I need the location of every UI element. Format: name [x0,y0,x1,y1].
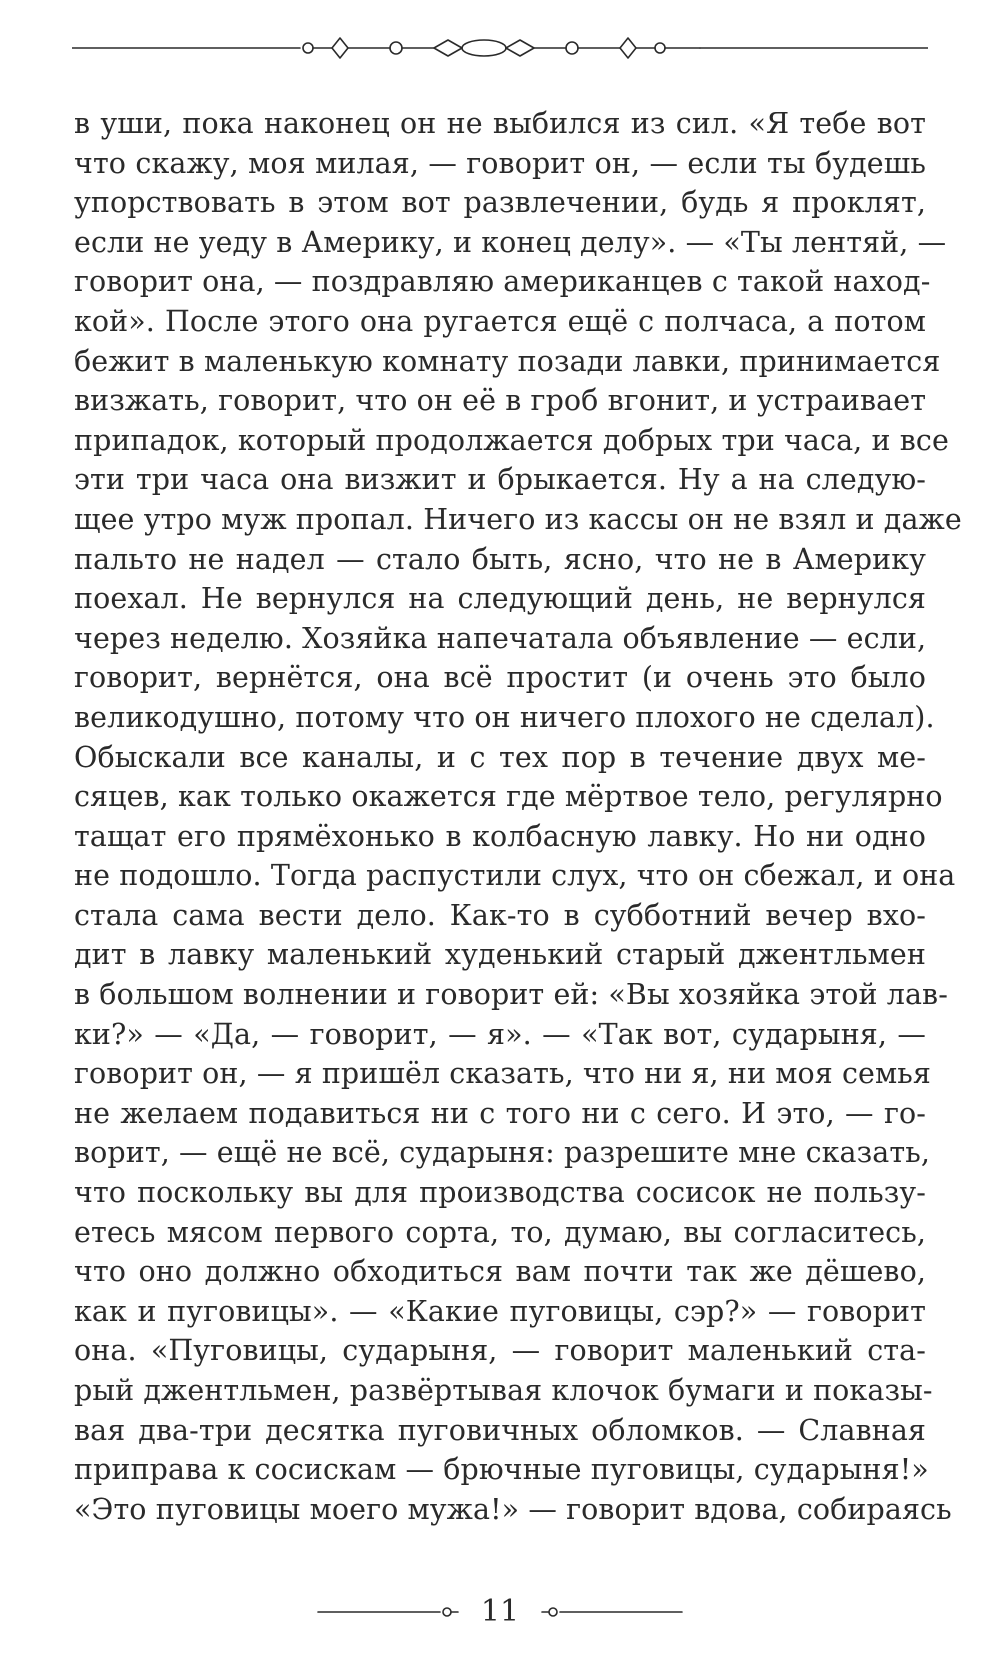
text-line: Обыскали все каналы, и с тех пор в течение двух ме- [74,740,926,774]
text-line: кой». После этого она ругается ещё с полчаса, а потом [74,304,926,338]
page-footer [0,1590,1000,1634]
text-line: говорит она, — поздравляю американцев с такой наход- [74,265,931,299]
text-line: что скажу, моя милая, — говорит он, — если ты будешь [74,146,926,180]
text-line: великодушно, потому что он ничего плохого не сделал). [74,700,935,734]
text-line: сяцев, как только окажется где мёртвое тело, регулярно [74,780,943,814]
text-line: поехал. Не вернулся на следующий день, не вернулся [74,582,926,616]
text-line: етесь мясом первого сорта, то, думаю, вы согласитесь, [74,1215,926,1249]
text-line: если не уеду в Америку, и конец делу». — «Ты лентяй, — [74,225,947,259]
text-line: что поскольку вы для производства сосисок не пользу- [74,1176,926,1210]
text-line: визжать, говорит, что он её в гроб вгонит, и устраивает [74,384,927,418]
text-line: что оно должно обходиться вам почти так же дёшево, [74,1255,926,1289]
text-line: она. «Пуговицы, сударыня, — говорит маленький ста- [74,1334,926,1368]
text-line: через неделю. Хозяйка напечатала объявление — если, [74,621,927,655]
text-line: стала сама вести дело. Как-то в субботний вечер вхо- [74,898,926,932]
text-line: как и пуговицы». — «Какие пуговицы, сэр?» — говорит [74,1294,926,1328]
page-number: 11 [480,1594,520,1629]
text-line: говорит, вернётся, она всё простит (и очень это было [74,661,926,695]
text-line: вая два-три десятка пуговичных обломков. — Славная [74,1413,926,1447]
text-line: упорствовать в этом вот развлечении, будь я проклят, [74,186,926,220]
text-line: тащат его прямёхонько в колбасную лавку. Но ни одно [74,819,926,853]
text-line: пальто не надел — стало быть, ясно, что не в Америку [74,542,926,576]
text-line: припадок, который продолжается добрых три часа, и все [74,423,949,457]
text-line: рый джентльмен, развёртывая клочок бумаги и показы- [74,1374,933,1407]
text-line: ки?» — «Да, — говорит, — я». — «Так вот, сударыня, — [74,1017,926,1051]
text-body [74,104,962,1529]
text-line: ворит, — ещё не всё, сударыня: разрешите мне сказать, [74,1136,931,1170]
text-line: говорит он, — я пришёл сказать, что ни я, ни моя семья [74,1057,931,1091]
text-line: щее утро муж пропал. Ничего из кассы он не взял и даже [74,502,962,536]
text-line: не желаем подавиться ни с того ни с сего. И это, — го- [74,1096,926,1130]
text-line: эти три часа она визжит и брыкается. Ну а на следую- [74,463,926,497]
top-ornament [72,26,928,70]
text-line: дит в лавку маленький худенький старый джентльмен [74,938,926,972]
text-line: «Это пуговицы моего мужа!» — говорит вдова, собираясь [74,1492,952,1526]
text-line: в большом волнении и говорит ей: «Вы хозяйка этой лав- [74,978,948,1012]
text-line: бежит в маленькую комнату позади лавки, принимается [74,344,941,378]
text-line: приправа к сосискам — брючные пуговицы, сударыня!» [74,1453,929,1487]
text-line: в уши, пока наконец он не выбился из сил. «Я тебе вот [74,107,926,140]
text-line: не подошло. Тогда распустили слух, что он сбежал, и она [74,859,956,893]
